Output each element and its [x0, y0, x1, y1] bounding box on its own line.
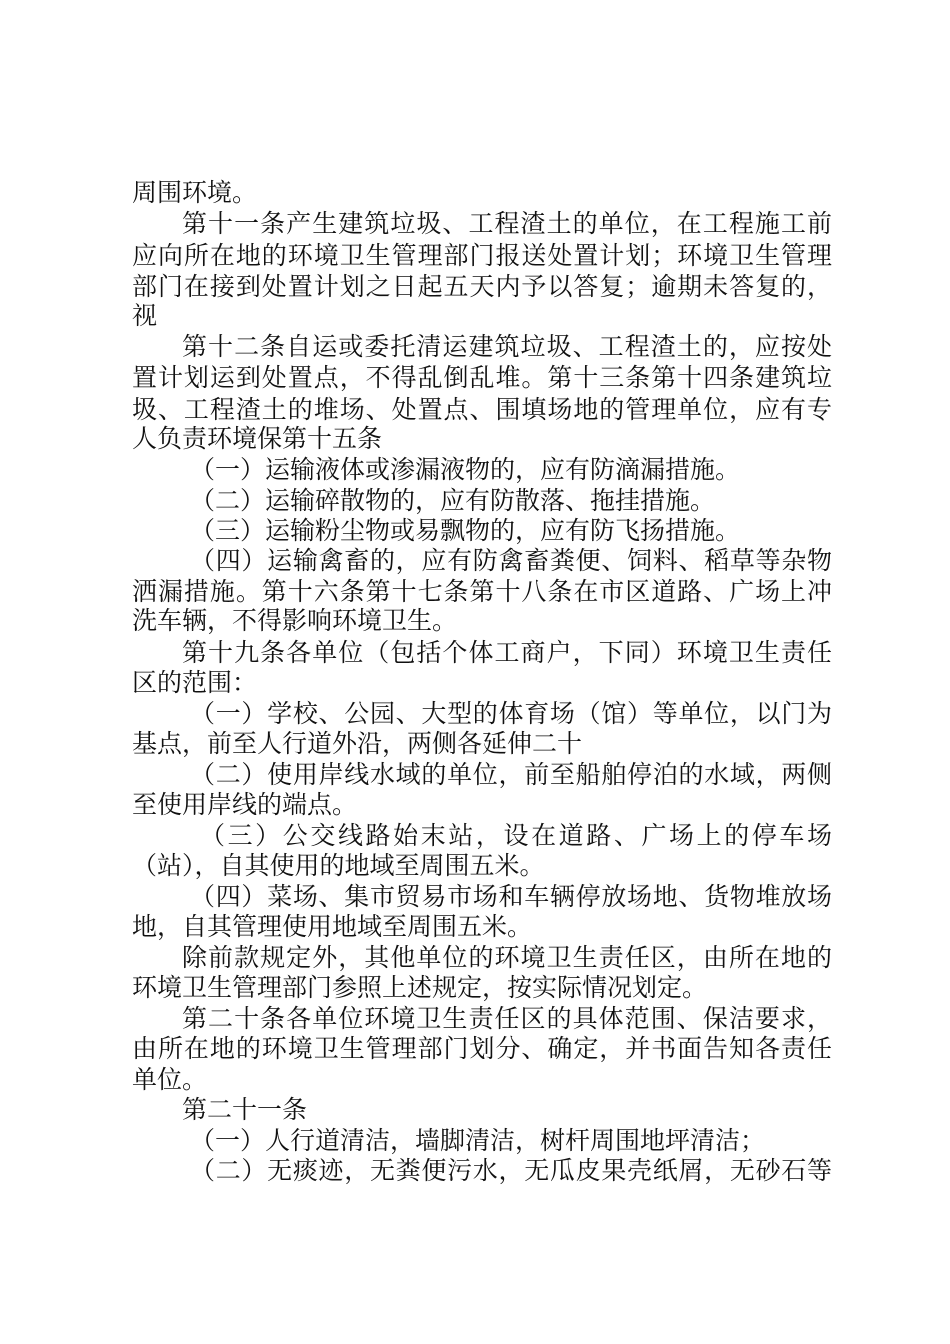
text-line: 至使用岸线的端点。 — [132, 790, 358, 819]
text-line: 部门在接到处置计划之日起五天内予以答复；逾期未答复的， — [132, 272, 832, 301]
text-line: 周围环境。 — [132, 178, 258, 207]
text-line: （一）运输液体或渗漏液物的，应有防滴漏措施。 — [190, 455, 741, 484]
text-line: （二）无痰迹，无粪便污水，无瓜皮果壳纸屑，无砂石等 — [190, 1156, 832, 1185]
text-line: 基点，前至人行道外沿，两侧各延伸二十 — [132, 729, 583, 758]
text-line: 第二十条各单位环境卫生责任区的具体范围、保洁要求， — [182, 1004, 832, 1033]
text-line: （二）使用岸线水域的单位，前至船舶停泊的水域，两侧 — [190, 760, 832, 789]
text-line: 洗车辆，不得影响环境卫生。 — [132, 606, 458, 635]
text-line: 第十二条自运或委托清运建筑垃圾、工程渣土的，应按处 — [182, 332, 832, 361]
text-line: 第二十一条 — [182, 1095, 308, 1124]
text-line: （四）运输禽畜的，应有防禽畜粪便、饲料、稻草等杂物 — [190, 546, 832, 575]
text-line: （一）人行道清洁，墙脚清洁，树杆周围地坪清洁； — [190, 1126, 766, 1155]
text-line: 由所在地的环境卫生管理部门划分、确定，并书面告知各责任 — [132, 1034, 832, 1063]
text-line: 除前款规定外，其他单位的环境卫生责任区，由所在地的 — [182, 943, 832, 972]
text-line: 地，自其管理使用地域至周围五米。 — [132, 912, 533, 941]
text-line: 第十一条产生建筑垃圾、工程渣土的单位，在工程施工前 — [182, 209, 832, 238]
text-line: （一）学校、公园、大型的体育场（馆）等单位，以门为 — [190, 699, 832, 728]
text-line: 视 — [132, 301, 158, 330]
text-line: （三）公交线路始末站，设在道路、广场上的停车场 — [200, 821, 832, 850]
text-line: （二）运输碎散物的，应有防散落、拖挂措施。 — [190, 486, 716, 515]
text-line: 区的范围： — [132, 668, 258, 697]
text-line: （四）菜场、集市贸易市场和车辆停放场地、货物堆放场 — [190, 882, 832, 911]
text-line: 应向所在地的环境卫生管理部门报送处置计划；环境卫生管理 — [132, 241, 832, 270]
text-line: （三）运输粉尘物或易飘物的，应有防飞扬措施。 — [190, 516, 741, 545]
text-line: 置计划运到处置点，不得乱倒乱堆。第十三条第十四条建筑垃 — [132, 363, 832, 392]
text-line: 环境卫生管理部门参照上述规定，按实际情况划定。 — [132, 973, 708, 1002]
text-line: 圾、工程渣土的堆场、处置点、围填场地的管理单位，应有专 — [132, 395, 832, 424]
text-line: （站），自其使用的地域至周围五米。 — [132, 851, 545, 880]
text-line: 单位。 — [132, 1065, 208, 1094]
text-line: 人负责环境保第十五条 — [132, 424, 383, 453]
text-line: 洒漏措施。第十六条第十七条第十八条在市区道路、广场上冲 — [132, 577, 832, 606]
text-line: 第十九条各单位（包括个体工商户，下同）环境卫生责任 — [182, 638, 832, 667]
